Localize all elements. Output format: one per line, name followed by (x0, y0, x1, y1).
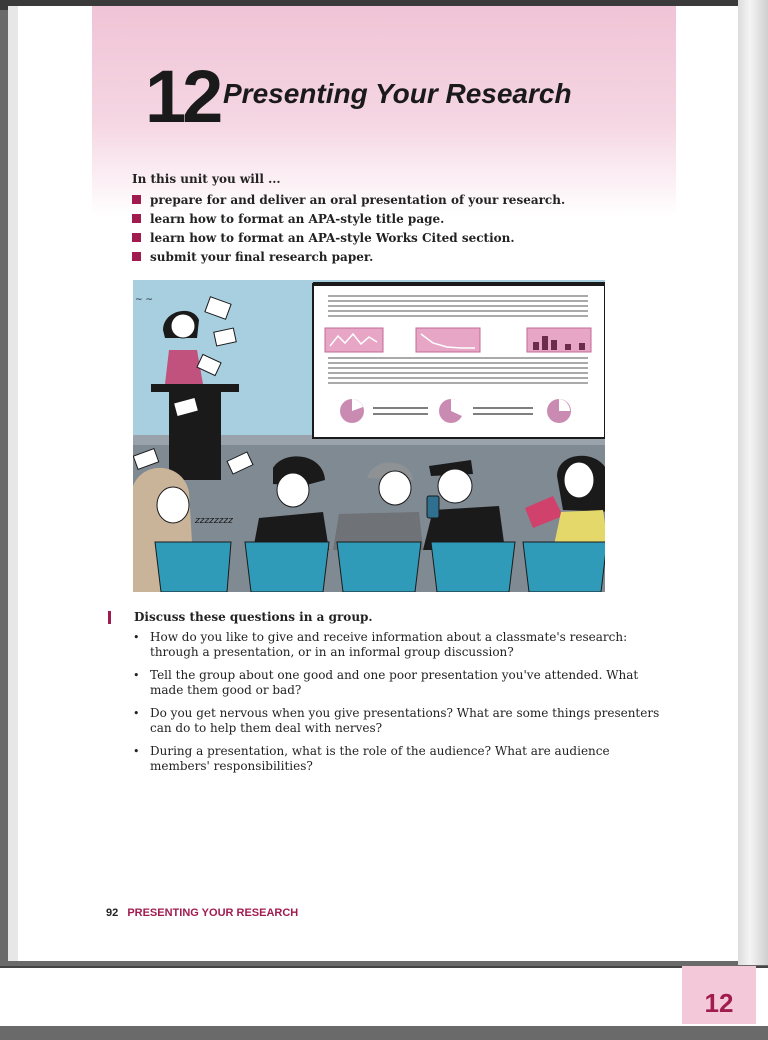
objectives-list (132, 190, 565, 266)
seat-2 (245, 542, 329, 592)
seat-5 (523, 542, 605, 592)
question-item (133, 744, 668, 774)
svg-text:~ ~: ~ ~ (135, 295, 153, 305)
unit-objectives (132, 172, 565, 266)
objective-item (132, 247, 565, 266)
audience-face-1 (157, 487, 189, 523)
question-item (133, 668, 668, 698)
question-item (133, 630, 668, 660)
seat-3 (337, 542, 421, 592)
question-text: How do you like to give and receive information about a classmate's research: through a presentation, or in an informal group discussion? (150, 630, 628, 659)
question-item (133, 706, 668, 736)
square-bullet-icon (132, 195, 141, 204)
square-bullet-icon (132, 252, 141, 261)
snore-text: zzzzzzzz (195, 516, 233, 526)
phone-icon (427, 496, 439, 518)
running-head: PRESENTING YOUR RESEARCH (127, 907, 299, 919)
discussion-section (108, 610, 668, 782)
underlying-page (0, 966, 768, 1026)
objective-item (132, 228, 565, 247)
objective-item (132, 209, 565, 228)
bullet-icon: • (133, 669, 140, 682)
objective-text: learn how to format an APA-style Works Cited section. (150, 230, 515, 245)
section-marker-icon (108, 611, 111, 624)
objectives-lead: In this unit you will ... (132, 172, 281, 186)
objective-text: learn how to format an APA-style title page. (150, 211, 445, 226)
page-number: 92 (106, 907, 119, 919)
unit-title: Presenting Your Research (223, 78, 572, 109)
discussion-questions (108, 630, 668, 774)
bullet-icon: • (133, 707, 140, 720)
audience-face-2 (277, 473, 309, 507)
unit-number: 12 (145, 55, 220, 138)
audience-face-4 (438, 469, 472, 503)
unit-tab: 12 (682, 966, 756, 1024)
question-text: Do you get nervous when you give presentations? What are some things presenters can do to help them deal with nerves? (150, 706, 660, 735)
seat-1 (155, 542, 231, 592)
presentation-illustration (133, 280, 605, 592)
question-text: During a presentation, what is the role of the audience? What are audience members' responsibilities? (150, 744, 610, 773)
discussion-heading-text: Discuss these questions in a group. (134, 610, 373, 624)
screen-bar (313, 282, 605, 286)
podium-top (151, 384, 239, 392)
discussion-heading (108, 610, 668, 624)
objective-text: submit your final research paper. (150, 249, 374, 264)
bullet-icon: • (133, 745, 140, 758)
objective-text: prepare for and deliver an oral presentation of your research. (150, 192, 566, 207)
square-bullet-icon (132, 214, 141, 223)
book-page (8, 6, 738, 961)
square-bullet-icon (132, 233, 141, 242)
audience-face-5 (564, 462, 594, 498)
bullet-icon: • (133, 631, 140, 644)
next-page-edge (738, 0, 768, 965)
seat-4 (431, 542, 515, 592)
question-text: Tell the group about one good and one poor presentation you've attended. What made them good or bad? (150, 668, 639, 697)
audience-face-3 (379, 471, 411, 505)
objective-item (132, 190, 565, 209)
page-gutter (8, 6, 18, 961)
presenter-face (171, 314, 195, 338)
page-footer (106, 907, 298, 919)
